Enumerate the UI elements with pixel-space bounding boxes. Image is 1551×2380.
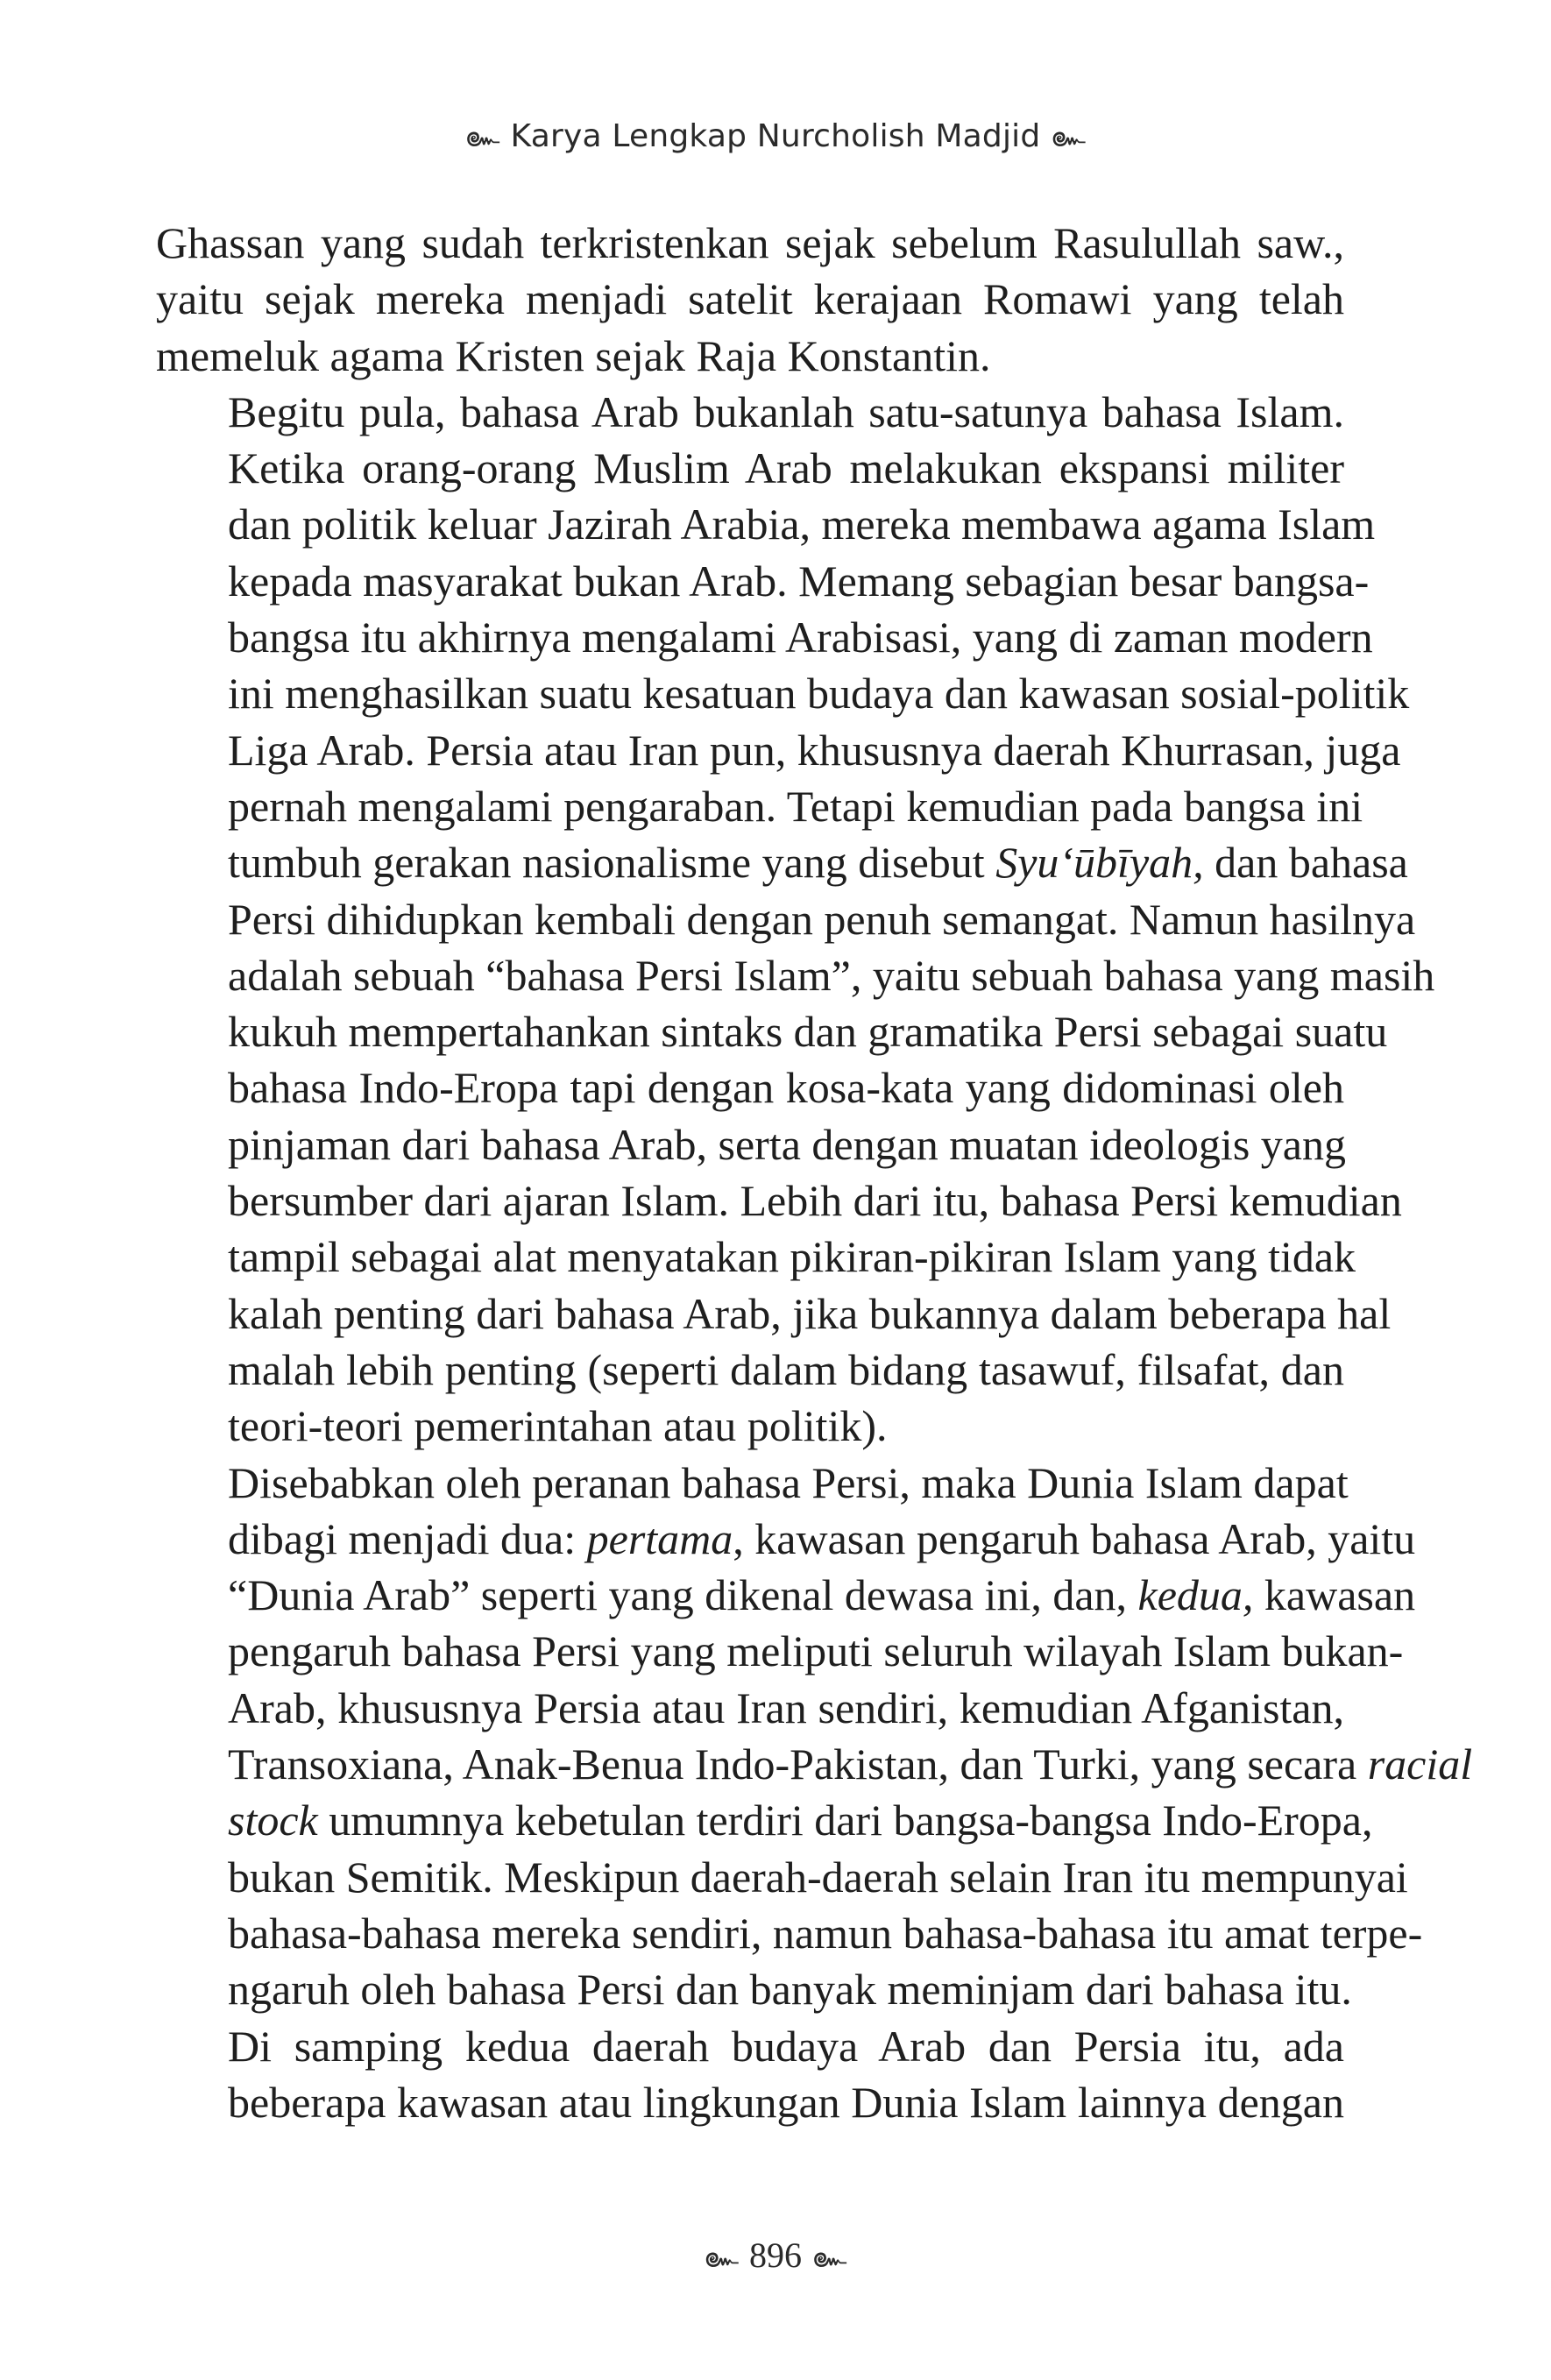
text-line: Ketika orang-orang Muslim Arab melakukan ekspansi militer xyxy=(228,443,1344,493)
text-line: dan politik keluar Jazirah Arabia, mereka membawa agama Islam xyxy=(228,499,1376,549)
text-line: kalah penting dari bahasa Arab, jika bukannya dalam beberapa hal xyxy=(228,1288,1392,1338)
paragraph xyxy=(156,215,1344,384)
text-line: kepada masyarakat bukan Arab. Memang sebagian besar bangsa- xyxy=(228,556,1370,606)
text-line: Di samping kedua daerah budaya Arab dan Persia itu, ada xyxy=(228,2021,1344,2071)
text-line: pinjaman dari bahasa Arab, serta dengan muatan ideologis yang xyxy=(228,1119,1346,1169)
text-line: “Dunia Arab” seperti yang dikenal dewasa ini, dan, kedua, kawasan xyxy=(228,1570,1416,1620)
text-line: dibagi menjadi dua: pertama, kawasan pengaruh bahasa Arab, yaitu xyxy=(228,1513,1416,1563)
text-line: beberapa kawasan atau lingkungan Dunia Islam lainnya dengan xyxy=(228,2077,1344,2127)
text-line: Liga Arab. Persia atau Iran pun, khususnya daerah Khurrasan, juga xyxy=(228,725,1401,775)
text-line: bahasa Indo-Eropa tapi dengan kosa-kata yang didominasi oleh xyxy=(228,1063,1344,1113)
text-line: ngaruh oleh bahasa Persi dan banyak meminjam dari bahasa itu. xyxy=(228,1965,1352,2015)
footer-ornament-right-icon: ๛ xyxy=(812,2240,847,2275)
page-footer xyxy=(0,2233,1551,2280)
body-text xyxy=(156,215,1473,2130)
text-line: yaitu sejak mereka menjadi satelit kerajaan Romawi yang telah xyxy=(156,274,1344,324)
paragraph xyxy=(156,384,1435,1455)
text-line: stock umumnya kebetulan terdiri dari bangsa-bangsa Indo-Eropa, xyxy=(228,1796,1373,1845)
running-header xyxy=(0,112,1551,159)
text-line: pengaruh bahasa Persi yang meliputi seluruh wilayah Islam bukan- xyxy=(228,1626,1404,1676)
text-line: adalah sebuah “bahasa Persi Islam”, yaitu sebuah bahasa yang masih xyxy=(228,950,1435,1000)
text-line: Disebabkan oleh peranan bahasa Persi, maka Dunia Islam dapat xyxy=(228,1457,1349,1507)
text-line: ini menghasilkan suatu kesatuan budaya dan kawasan sosial-politik xyxy=(228,669,1410,719)
text-line: tampil sebagai alat menyatakan pikiran-pikiran Islam yang tidak xyxy=(228,1232,1356,1282)
paragraph xyxy=(156,2018,1344,2131)
text-line: Begitu pula, bahasa Arab bukanlah satu-satunya bahasa Islam. xyxy=(228,386,1344,436)
text-line: bukan Semitik. Meskipun daerah-daerah selain Iran itu mempunyai xyxy=(228,1852,1408,1902)
footer-ornament-left-icon: ๛ xyxy=(704,2240,739,2275)
text-line: kukuh mempertahankan sintaks dan gramatika Persi sebagai suatu xyxy=(228,1007,1388,1057)
page-number: 896 xyxy=(749,2235,802,2275)
ornament-left-icon: ๛ xyxy=(465,119,500,154)
text-line: Persi dihidupkan kembali dengan penuh semangat. Namun hasilnya xyxy=(228,894,1416,944)
text-line: pernah mengalami pengaraban. Tetapi kemudian pada bangsa ini xyxy=(228,781,1363,831)
text-line: bangsa itu akhirnya mengalami Arabisasi, yang di zaman modern xyxy=(228,613,1373,662)
book-title: Karya Lengkap Nurcholish Madjid xyxy=(510,118,1041,154)
text-line: malah lebih penting (seperti dalam bidang tasawuf, filsafat, dan xyxy=(228,1344,1344,1394)
text-line: Arab, khususnya Persia atau Iran sendiri, kemudian Afganistan, xyxy=(228,1682,1344,1732)
text-line: Transoxiana, Anak-Benua Indo-Pakistan, dan Turki, yang secara racial xyxy=(228,1739,1473,1789)
ornament-right-icon: ๛ xyxy=(1051,119,1086,154)
text-line: Ghassan yang sudah terkristenkan sejak sebelum Rasulullah saw., xyxy=(156,218,1344,267)
text-line: teori-teori pemerintahan atau politik). xyxy=(228,1401,888,1451)
paragraph xyxy=(156,1455,1473,2018)
text-line: bersumber dari ajaran Islam. Lebih dari itu, bahasa Persi kemudian xyxy=(228,1176,1402,1226)
text-line: tumbuh gerakan nasionalisme yang disebut Syu‘ūbīyah, dan bahasa xyxy=(228,838,1408,888)
text-line: bahasa-bahasa mereka sendiri, namun bahasa-bahasa itu amat terpe- xyxy=(228,1908,1423,1958)
text-line: memeluk agama Kristen sejak Raja Konstantin. xyxy=(156,330,991,380)
